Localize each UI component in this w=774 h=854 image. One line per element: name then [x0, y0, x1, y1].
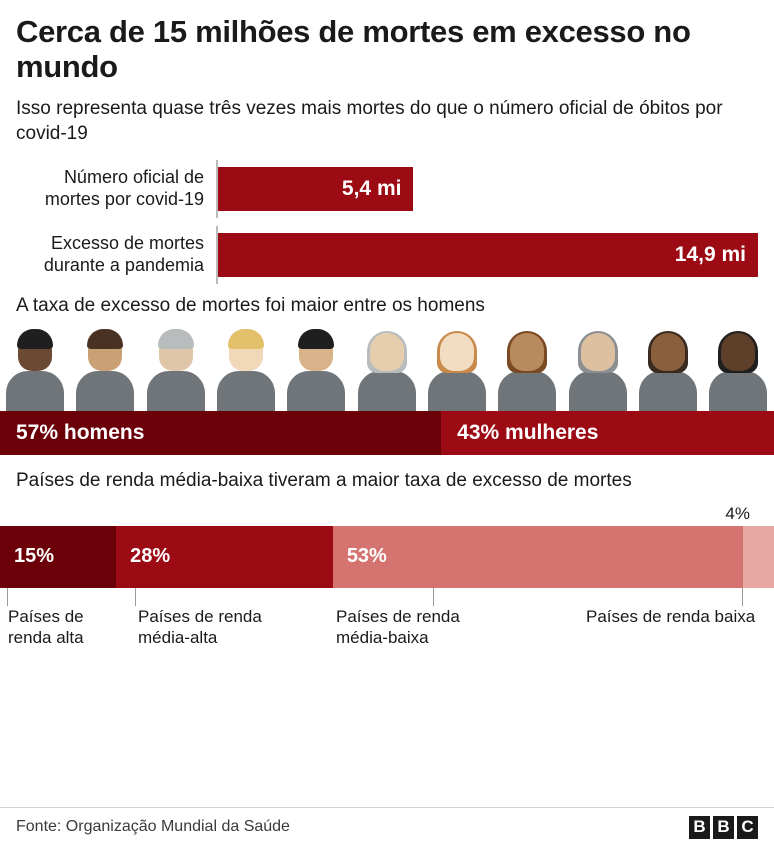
income-value-label-2: 28%	[130, 545, 171, 568]
gender-section-title: A taxa de excesso de mortes foi maior entre os homens	[16, 295, 485, 317]
deaths-bar-chart	[16, 160, 758, 284]
bar-value-label: 14,9 mi	[674, 243, 746, 267]
bbc-logo-letter: B	[689, 816, 710, 839]
person-icon	[351, 329, 421, 411]
income-category-label-2: Países de renda média-alta	[138, 606, 262, 648]
income-bar	[0, 526, 774, 588]
bar-track	[216, 226, 758, 284]
person-icon	[211, 329, 281, 411]
income-tick-row	[0, 588, 774, 606]
income-tick	[433, 588, 434, 606]
person-icon	[422, 329, 492, 411]
gender-men-label: 57% homens	[16, 420, 145, 444]
bbc-logo-letter: C	[737, 816, 758, 839]
income-segment-upper-middle	[116, 526, 333, 588]
income-segment-low	[743, 526, 774, 588]
gender-pictogram-chart	[0, 329, 758, 455]
bar-row	[16, 160, 758, 218]
income-tick	[135, 588, 136, 606]
bar-value-label: 5,4 mi	[341, 177, 402, 201]
income-tick	[742, 588, 743, 606]
page-title: Cerca de 15 milhões de mortes em excesso no mundo	[16, 14, 691, 85]
income-segment-high	[0, 526, 116, 588]
gender-stacked-bar	[0, 411, 774, 455]
source-label: Fonte: Organização Mundial da Saúde	[16, 818, 290, 835]
person-icon	[141, 329, 211, 411]
bar-category-label: Número oficial de mortes por covid-19	[44, 167, 204, 210]
bar-fill	[218, 233, 758, 277]
bbc-logo	[689, 816, 758, 839]
person-icon	[70, 329, 140, 411]
income-value-label-3: 53%	[346, 545, 387, 568]
gender-women-label: 43% mulheres	[457, 420, 599, 444]
income-segment-lower-middle	[333, 526, 743, 588]
income-outside-label-wrap	[0, 504, 774, 526]
income-stacked-chart	[0, 504, 774, 662]
income-category-label-3: Países de renda média-baixa	[336, 606, 460, 648]
person-icon	[562, 329, 632, 411]
bar-fill	[218, 167, 413, 211]
income-value-label-1: 15%	[14, 545, 55, 568]
income-label-row	[0, 606, 774, 662]
bar-category-label: Excesso de mortes durante a pandemia	[43, 233, 204, 276]
bar-track	[216, 160, 758, 218]
gender-segment-women	[441, 411, 774, 455]
person-icon	[703, 329, 773, 411]
person-icon	[633, 329, 703, 411]
income-category-label-1: Países de renda alta	[8, 606, 84, 648]
income-section-title: Países de renda média-baixa tiveram a maior taxa de excesso de mortes	[16, 469, 632, 491]
footer	[16, 812, 758, 842]
people-row	[0, 329, 774, 411]
person-icon	[492, 329, 562, 411]
bar-row	[16, 226, 758, 284]
income-value-label-4: 4%	[725, 503, 750, 523]
subtitle: Isso representa quase três vezes mais mortes do que o número oficial de óbitos por covid-19	[16, 98, 723, 145]
income-category-label-4: Países de renda baixa	[586, 606, 756, 626]
gender-segment-men	[0, 411, 441, 455]
person-icon	[281, 329, 351, 411]
footer-divider	[0, 807, 774, 808]
income-tick	[7, 588, 8, 606]
person-icon	[0, 329, 70, 411]
bbc-logo-letter: B	[713, 816, 734, 839]
